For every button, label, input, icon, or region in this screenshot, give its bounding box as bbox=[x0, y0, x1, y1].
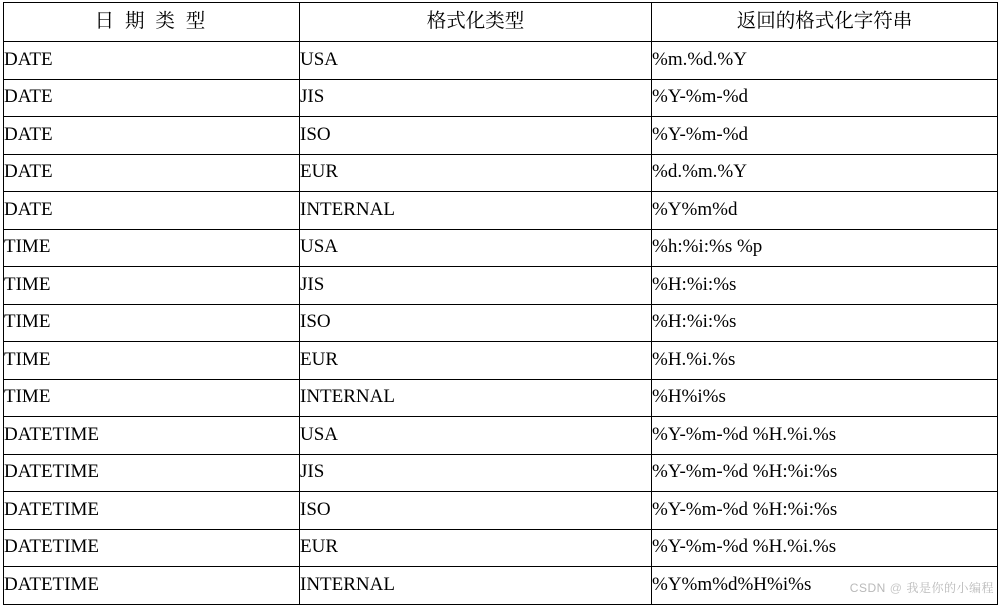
cell-format-type: INTERNAL bbox=[300, 567, 652, 605]
cell-format-type: EUR bbox=[300, 342, 652, 380]
cell-result-string: %Y-%m-%d %H:%i:%s bbox=[652, 492, 998, 530]
table-row bbox=[4, 192, 998, 230]
cell-date-type: DATE bbox=[4, 192, 300, 230]
table-row bbox=[4, 342, 998, 380]
cell-format-type: INTERNAL bbox=[300, 192, 652, 230]
cell-result-string: %Y%m%d%H%i%s bbox=[652, 567, 998, 605]
cell-result-string: %Y-%m-%d bbox=[652, 117, 998, 155]
table-row bbox=[4, 267, 998, 305]
cell-result-string: %Y%m%d bbox=[652, 192, 998, 230]
cell-result-string: %Y-%m-%d %H:%i:%s bbox=[652, 454, 998, 492]
date-format-table bbox=[3, 2, 998, 605]
cell-format-type: USA bbox=[300, 417, 652, 455]
table-header-row bbox=[4, 3, 998, 42]
watermark-source: CSDN bbox=[849, 581, 886, 595]
watermark-author: 我是你的小编程 bbox=[906, 581, 994, 595]
cell-date-type: TIME bbox=[4, 304, 300, 342]
cell-date-type: DATETIME bbox=[4, 454, 300, 492]
cell-result-string: %h:%i:%s %p bbox=[652, 229, 998, 267]
cell-format-type: JIS bbox=[300, 454, 652, 492]
cell-date-type: DATETIME bbox=[4, 492, 300, 530]
cell-format-type: JIS bbox=[300, 79, 652, 117]
cell-date-type: DATETIME bbox=[4, 567, 300, 605]
cell-format-type: ISO bbox=[300, 304, 652, 342]
table-row bbox=[4, 42, 998, 80]
table-row bbox=[4, 529, 998, 567]
watermark-separator: @ bbox=[889, 581, 903, 595]
table-row bbox=[4, 117, 998, 155]
column-header-format-type: 格式化类型 bbox=[300, 3, 652, 42]
cell-date-type: DATETIME bbox=[4, 417, 300, 455]
table-row bbox=[4, 154, 998, 192]
cell-date-type: DATE bbox=[4, 79, 300, 117]
column-header-date-type: 日 期 类 型 bbox=[4, 3, 300, 42]
cell-result-string: %Y-%m-%d bbox=[652, 79, 998, 117]
cell-format-type: USA bbox=[300, 229, 652, 267]
table-row bbox=[4, 417, 998, 455]
column-header-result-string: 返回的格式化字符串 bbox=[652, 3, 998, 42]
cell-format-type: INTERNAL bbox=[300, 379, 652, 417]
cell-date-type: DATE bbox=[4, 42, 300, 80]
table-row bbox=[4, 229, 998, 267]
table-row bbox=[4, 79, 998, 117]
cell-result-string: %H:%i:%s bbox=[652, 304, 998, 342]
cell-format-type: JIS bbox=[300, 267, 652, 305]
cell-date-type: DATE bbox=[4, 117, 300, 155]
table-header bbox=[4, 3, 998, 42]
cell-result-string: %H%i%s bbox=[652, 379, 998, 417]
table-row bbox=[4, 379, 998, 417]
cell-result-string: %m.%d.%Y bbox=[652, 42, 998, 80]
cell-date-type: TIME bbox=[4, 267, 300, 305]
cell-result-string: %H.%i.%s bbox=[652, 342, 998, 380]
cell-result-string: %H:%i:%s bbox=[652, 267, 998, 305]
cell-format-type: USA bbox=[300, 42, 652, 80]
cell-date-type: TIME bbox=[4, 379, 300, 417]
table-body bbox=[4, 42, 998, 605]
cell-date-type: TIME bbox=[4, 342, 300, 380]
cell-result-string: %Y-%m-%d %H.%i.%s bbox=[652, 529, 998, 567]
cell-date-type: DATETIME bbox=[4, 529, 300, 567]
cell-format-type: ISO bbox=[300, 492, 652, 530]
cell-result-string: %d.%m.%Y bbox=[652, 154, 998, 192]
cell-format-type: EUR bbox=[300, 154, 652, 192]
table-row bbox=[4, 567, 998, 605]
cell-date-type: TIME bbox=[4, 229, 300, 267]
cell-format-type: EUR bbox=[300, 529, 652, 567]
cell-date-type: DATE bbox=[4, 154, 300, 192]
table-row bbox=[4, 304, 998, 342]
cell-result-string: %Y-%m-%d %H.%i.%s bbox=[652, 417, 998, 455]
table-row bbox=[4, 454, 998, 492]
table-row bbox=[4, 492, 998, 530]
cell-format-type: ISO bbox=[300, 117, 652, 155]
